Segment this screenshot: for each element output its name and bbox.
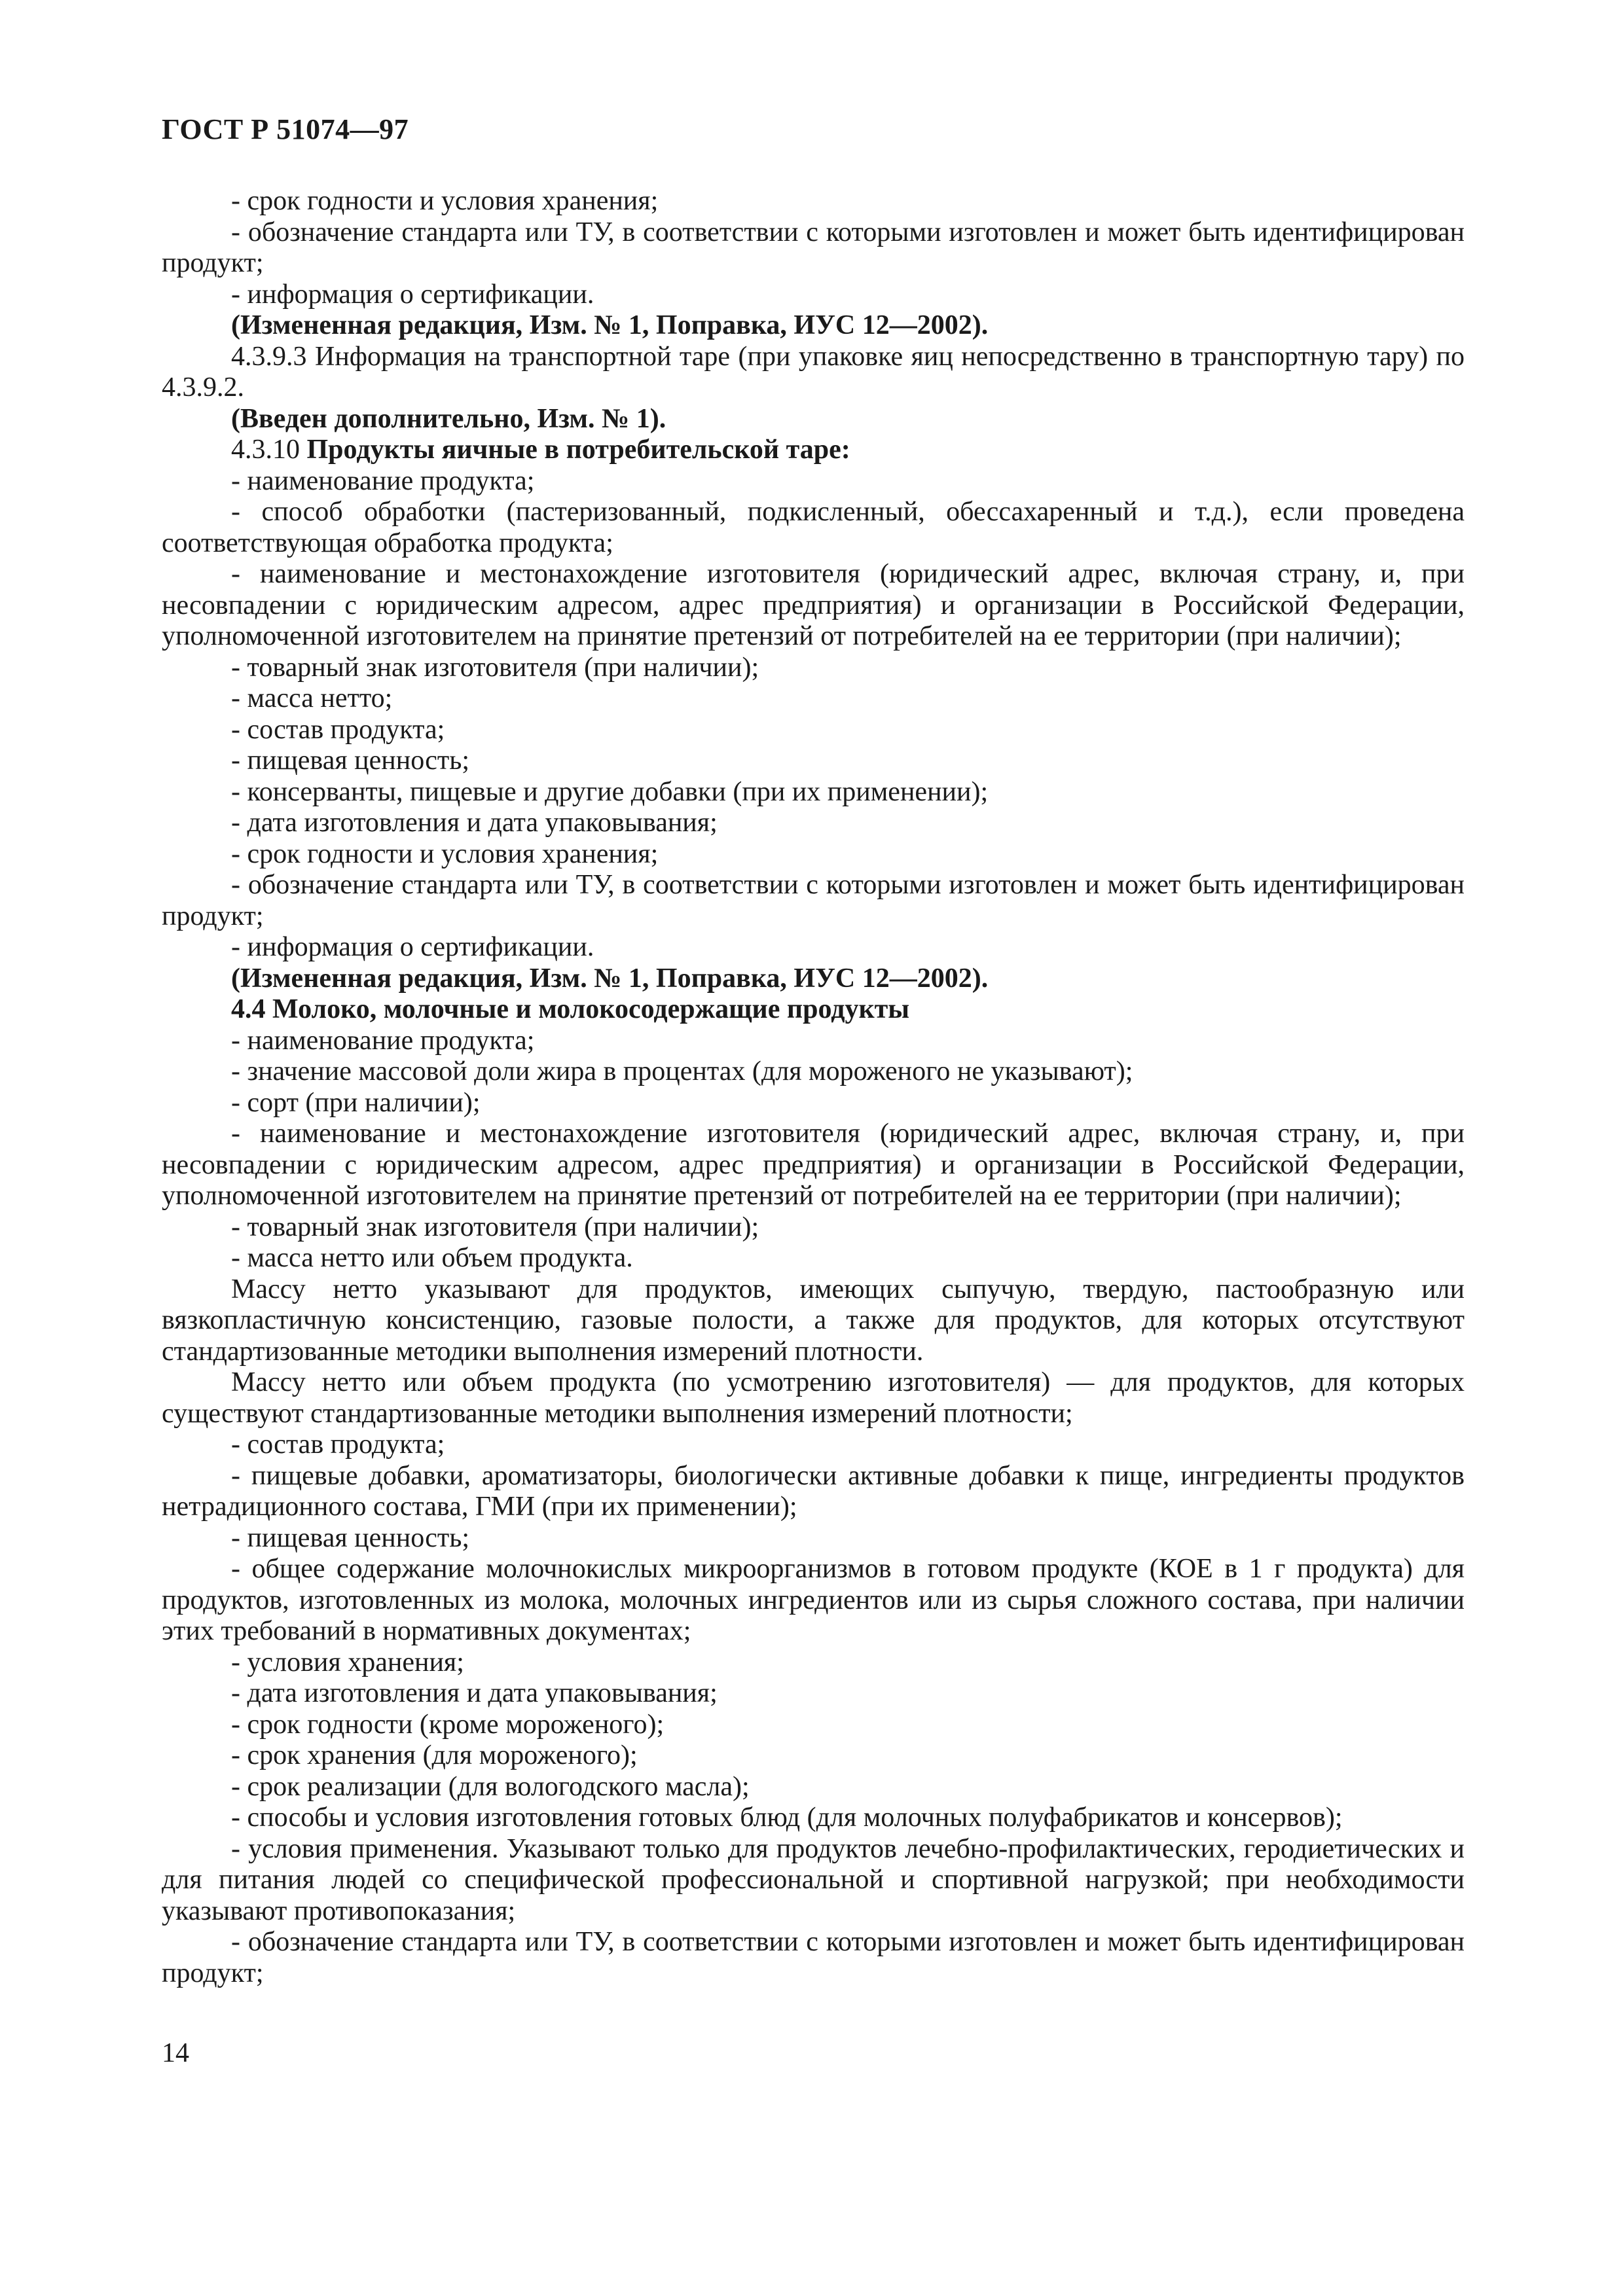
text-run: - информация о сертификации. — [231, 932, 594, 962]
paragraph — [162, 1927, 1465, 1989]
paragraph — [162, 559, 1465, 653]
paragraph — [162, 1803, 1465, 1834]
text-run: - сорт (при наличии); — [231, 1087, 481, 1118]
paragraph — [162, 1678, 1465, 1710]
paragraph — [162, 777, 1465, 808]
paragraph — [162, 653, 1465, 684]
paragraph — [162, 435, 1465, 466]
paragraph — [162, 1429, 1465, 1461]
paragraph — [162, 994, 1465, 1026]
text-run: - значение массовой доли жира в процентах (для мороженого не указывают); — [231, 1056, 1133, 1086]
paragraph — [162, 808, 1465, 839]
text-run: - способ обработки (пастеризованный, подкисленный, обессахаренный и т.д.), если проведена соответствующая обработка продукта; — [162, 497, 1465, 558]
text-run: - наименование продукта; — [231, 465, 535, 496]
text-run: - консерванты, пищевые и другие добавки (при их применении); — [231, 776, 989, 807]
paragraph — [162, 404, 1465, 435]
page-number: 14 — [162, 2038, 189, 2068]
paragraph — [162, 1056, 1465, 1088]
paragraph — [162, 342, 1465, 404]
paragraph — [162, 1772, 1465, 1803]
paragraph — [162, 466, 1465, 497]
paragraph — [162, 186, 1465, 217]
paragraph — [162, 1088, 1465, 1119]
paragraph — [162, 217, 1465, 279]
text-run: - информация о сертификации. — [231, 279, 594, 310]
paragraph — [162, 1523, 1465, 1554]
paragraph — [162, 1554, 1465, 1647]
paragraph — [162, 932, 1465, 963]
text-run: Массу нетто или объем продукта (по усмотрению изготовителя) — для продуктов, для которых существуют стандартизованные методики выполнения измерений плотности; — [162, 1367, 1465, 1429]
text-run: - пищевые добавки, ароматизаторы, биологически активные добавки к пище, ингредиенты продуктов нетрадиционного состава, ГМИ (при их применении); — [162, 1460, 1465, 1522]
paragraph — [162, 715, 1465, 746]
text-run: - пищевая ценность; — [231, 1522, 470, 1553]
bold-text: 4.4 Молоко, молочные и молокосодержащие продукты — [231, 994, 910, 1024]
text-run: - обозначение стандарта или ТУ, в соответствии с которыми изготовлен и может быть идентифицирован продукт; — [162, 217, 1465, 278]
text-run: - наименование и местонахождение изготовителя (юридический адрес, включая страну, и, при несовпадении с юридическим адресом, адрес предприятия) и организации в Российской Федерации, уполномоченной изготовителем на принятие претензий от потребителей на ее территории (при наличии); — [162, 559, 1465, 651]
text-run: - дата изготовления и дата упаковывания; — [231, 1678, 718, 1708]
paragraph — [162, 839, 1465, 870]
paragraph — [162, 1274, 1465, 1368]
paragraph — [162, 963, 1465, 995]
paragraph — [162, 1367, 1465, 1429]
text-run: - товарный знак изготовителя (при наличии); — [231, 652, 759, 683]
text-run: - наименование и местонахождение изготовителя (юридический адрес, включая страну, и, при несовпадении с юридическим адресом, адрес предприятия) и организации в Российской Федерации, уполномоченной изготовителем на принятие претензий от потребителей на ее территории (при наличии); — [162, 1119, 1465, 1211]
paragraph — [162, 870, 1465, 932]
text-run: - срок годности и условия хранения; — [231, 838, 659, 869]
text-run: - срок хранения (для мороженого); — [231, 1740, 638, 1770]
text-run: - обозначение стандарта или ТУ, в соответствии с которыми изготовлен и может быть идентифицирован продукт; — [162, 870, 1465, 931]
paragraph — [162, 1119, 1465, 1212]
text-run: - способы и условия изготовления готовых блюд (для молочных полуфабрикатов и консервов); — [231, 1803, 1343, 1833]
text-run: - пищевая ценность; — [231, 745, 470, 776]
text-run: - состав продукта; — [231, 1429, 445, 1460]
document-body — [162, 186, 1465, 1989]
paragraph — [162, 1243, 1465, 1274]
text-run: - наименование продукта; — [231, 1025, 535, 1056]
text-run: - обозначение стандарта или ТУ, в соответствии с которыми изготовлен и может быть идентифицирован продукт; — [162, 1927, 1465, 1988]
text-run: - условия хранения; — [231, 1647, 464, 1677]
bold-text: (Измененная редакция, Изм. № 1, Поправка, ИУС 12—2002). — [231, 310, 989, 340]
paragraph — [162, 1212, 1465, 1244]
text-run: - общее содержание молочнокислых микроорганизмов в готовом продукте (КОЕ в 1 г продукта) для продуктов, изготовленных из молока, молочных ингредиентов или из сырья сложного состава, при наличии этих требований в нормативных документах; — [162, 1554, 1465, 1646]
paragraph — [162, 279, 1465, 311]
text-run: - срок годности (кроме мороженого); — [231, 1709, 665, 1740]
paragraph — [162, 310, 1465, 342]
document-header: ГОСТ Р 51074—97 — [162, 113, 409, 145]
text-run: Массу нетто указывают для продуктов, имеющих сыпучую, твердую, пастообразную или вязкопластичную консистенцию, газовые полости, а также для продуктов, для которых отсутствуют стандартизованные методики выполнения измерений плотности. — [162, 1274, 1465, 1367]
text-run: 4.3.10 — [231, 435, 307, 465]
text-run: - масса нетто или объем продукта. — [231, 1243, 633, 1273]
text-run: - дата изготовления и дата упаковывания; — [231, 808, 718, 838]
text-run: - состав продукта; — [231, 714, 445, 745]
paragraph — [162, 1026, 1465, 1057]
bold-text: (Введен дополнительно, Изм. № 1). — [231, 403, 666, 434]
bold-text: Продукты яичные в потребительской таре: — [306, 435, 850, 465]
text-run: - срок реализации (для вологодского масла); — [231, 1771, 750, 1802]
paragraph — [162, 1647, 1465, 1679]
bold-text: (Измененная редакция, Изм. № 1, Поправка, ИУС 12—2002). — [231, 963, 989, 994]
paragraph — [162, 1461, 1465, 1523]
paragraph — [162, 1834, 1465, 1928]
paragraph — [162, 745, 1465, 777]
paragraph — [162, 683, 1465, 715]
text-run: - товарный знак изготовителя (при наличии); — [231, 1211, 759, 1242]
paragraph — [162, 1710, 1465, 1741]
text-run: - масса нетто; — [231, 683, 393, 713]
paragraph — [162, 497, 1465, 559]
text-run: 4.3.9.3 Информация на транспортной таре (при упаковке яиц непосредственно в транспортную тару) по 4.3.9.2. — [162, 341, 1465, 403]
paragraph — [162, 1740, 1465, 1772]
text-run: - срок годности и условия хранения; — [231, 186, 659, 216]
text-run: - условия применения. Указывают только для продуктов лечебно-профилактических, геродиетических и для питания людей со специфической профессиональной и спортивной нагрузкой; при необходимости указывают противопоказания; — [162, 1833, 1465, 1926]
